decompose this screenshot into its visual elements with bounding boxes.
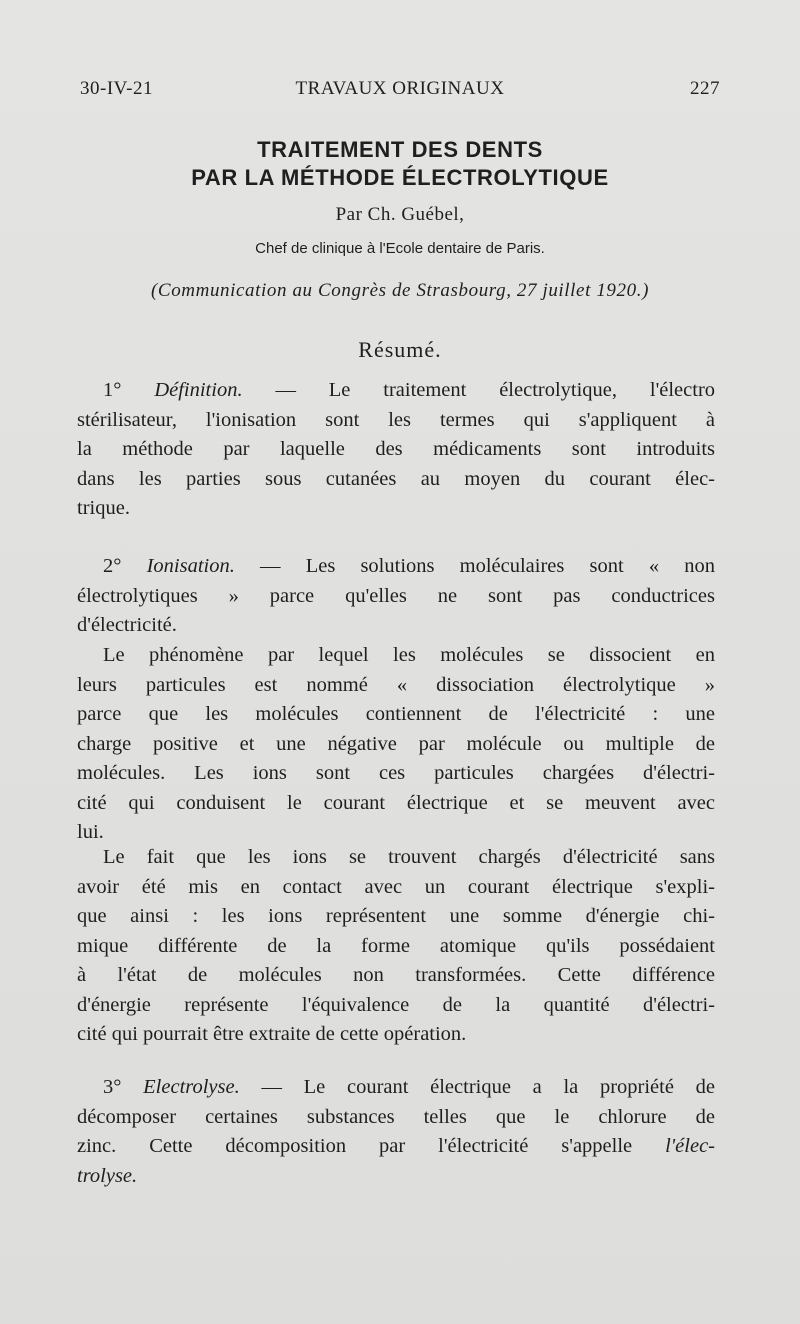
summary-heading: Résumé.	[358, 337, 442, 362]
page-number: 227	[690, 78, 720, 99]
title-line-2: PAR LA MÉTHODE ÉLECTROLYTIQUE	[191, 165, 609, 190]
text-line: lui.	[77, 821, 104, 843]
text-line: à l'état de molécules non transformées. Cette différence	[77, 964, 715, 986]
text-line: Le phénomène par lequel les molécules se dissocient en	[103, 644, 715, 666]
text-line: avoir été mis en contact avec un courant électrique s'expli-	[77, 875, 715, 898]
header-section: TRAVAUX ORIGINAUX	[295, 78, 505, 99]
section-number: 2°	[103, 555, 122, 577]
author-affiliation: Chef de clinique à l'Ecole dentaire de Paris.	[255, 240, 545, 257]
author-byline: Par Ch. Guébel,	[335, 204, 465, 225]
text-line: dans les parties sous cutanées au moyen du courant élec-	[77, 467, 715, 490]
title-line-1: TRAITEMENT DES DENTS	[257, 137, 543, 162]
text-line: charge positive et une négative par molécule ou multiple de	[77, 732, 715, 755]
text-line: molécules. Les ions sont ces particules chargées d'électri-	[77, 762, 715, 784]
text-line: cité qui conduisent le courant électrique et se meuvent avec	[77, 791, 715, 814]
text-line: zinc. Cette décomposition par l'électricité s'appelle	[77, 1135, 633, 1157]
text-line: Le fait que les ions se trouvent chargés d'électricité sans	[103, 846, 715, 868]
text-line: parce que les molécules contiennent de l'électricité : une	[77, 703, 715, 725]
text-line: cité qui pourrait être extraite de cette opération.	[77, 1023, 467, 1045]
section-heading: Electrolyse.	[143, 1076, 240, 1098]
text-line: — Le courant électrique a la propriété de	[261, 1076, 715, 1098]
communication-note: (Communication au Congrès de Strasbourg, 27 juillet 1920.)	[151, 280, 649, 301]
section-electrolyse	[77, 1073, 715, 1191]
text-line: trique.	[77, 497, 130, 519]
header-date: 30-IV-21	[80, 78, 153, 99]
section-heading: Ionisation.	[146, 555, 235, 577]
paragraph-ions-charge	[77, 843, 715, 1050]
term-electrolyse: l'élec-	[665, 1135, 715, 1157]
text-line: stérilisateur, l'ionisation sont les termes qui s'appliquent à	[77, 408, 715, 431]
section-heading: Définition.	[154, 379, 243, 401]
text-line: décomposer certaines substances telles que le chlorure de	[77, 1105, 715, 1128]
paragraph-dissociation	[77, 641, 715, 848]
text-line: — Le traitement électrolytique, l'électro	[275, 379, 716, 401]
section-definition	[77, 376, 715, 524]
text-line: d'électricité.	[77, 614, 177, 636]
text-line: électrolytiques » parce qu'elles ne sont pas conductrices	[77, 584, 715, 607]
running-head	[80, 78, 720, 104]
section-number: 3°	[103, 1076, 122, 1098]
text-line: la méthode par laquelle des médicaments sont introduits	[77, 438, 715, 460]
text-line: leurs particules est nommé « dissociation électrolytique »	[77, 673, 715, 696]
text-line: que ainsi : les ions représentent une somme d'énergie chi-	[77, 905, 715, 927]
article-title	[80, 136, 720, 192]
text-line: d'énergie représente l'équivalence de la quantité d'électri-	[77, 993, 715, 1016]
text-line: mique différente de la forme atomique qu'ils possédaient	[77, 934, 715, 957]
section-number: 1°	[103, 379, 122, 401]
section-ionisation	[77, 552, 715, 641]
text-line: — Les solutions moléculaires sont « non	[260, 555, 716, 577]
term-electrolyse-end: trolyse.	[77, 1164, 138, 1187]
